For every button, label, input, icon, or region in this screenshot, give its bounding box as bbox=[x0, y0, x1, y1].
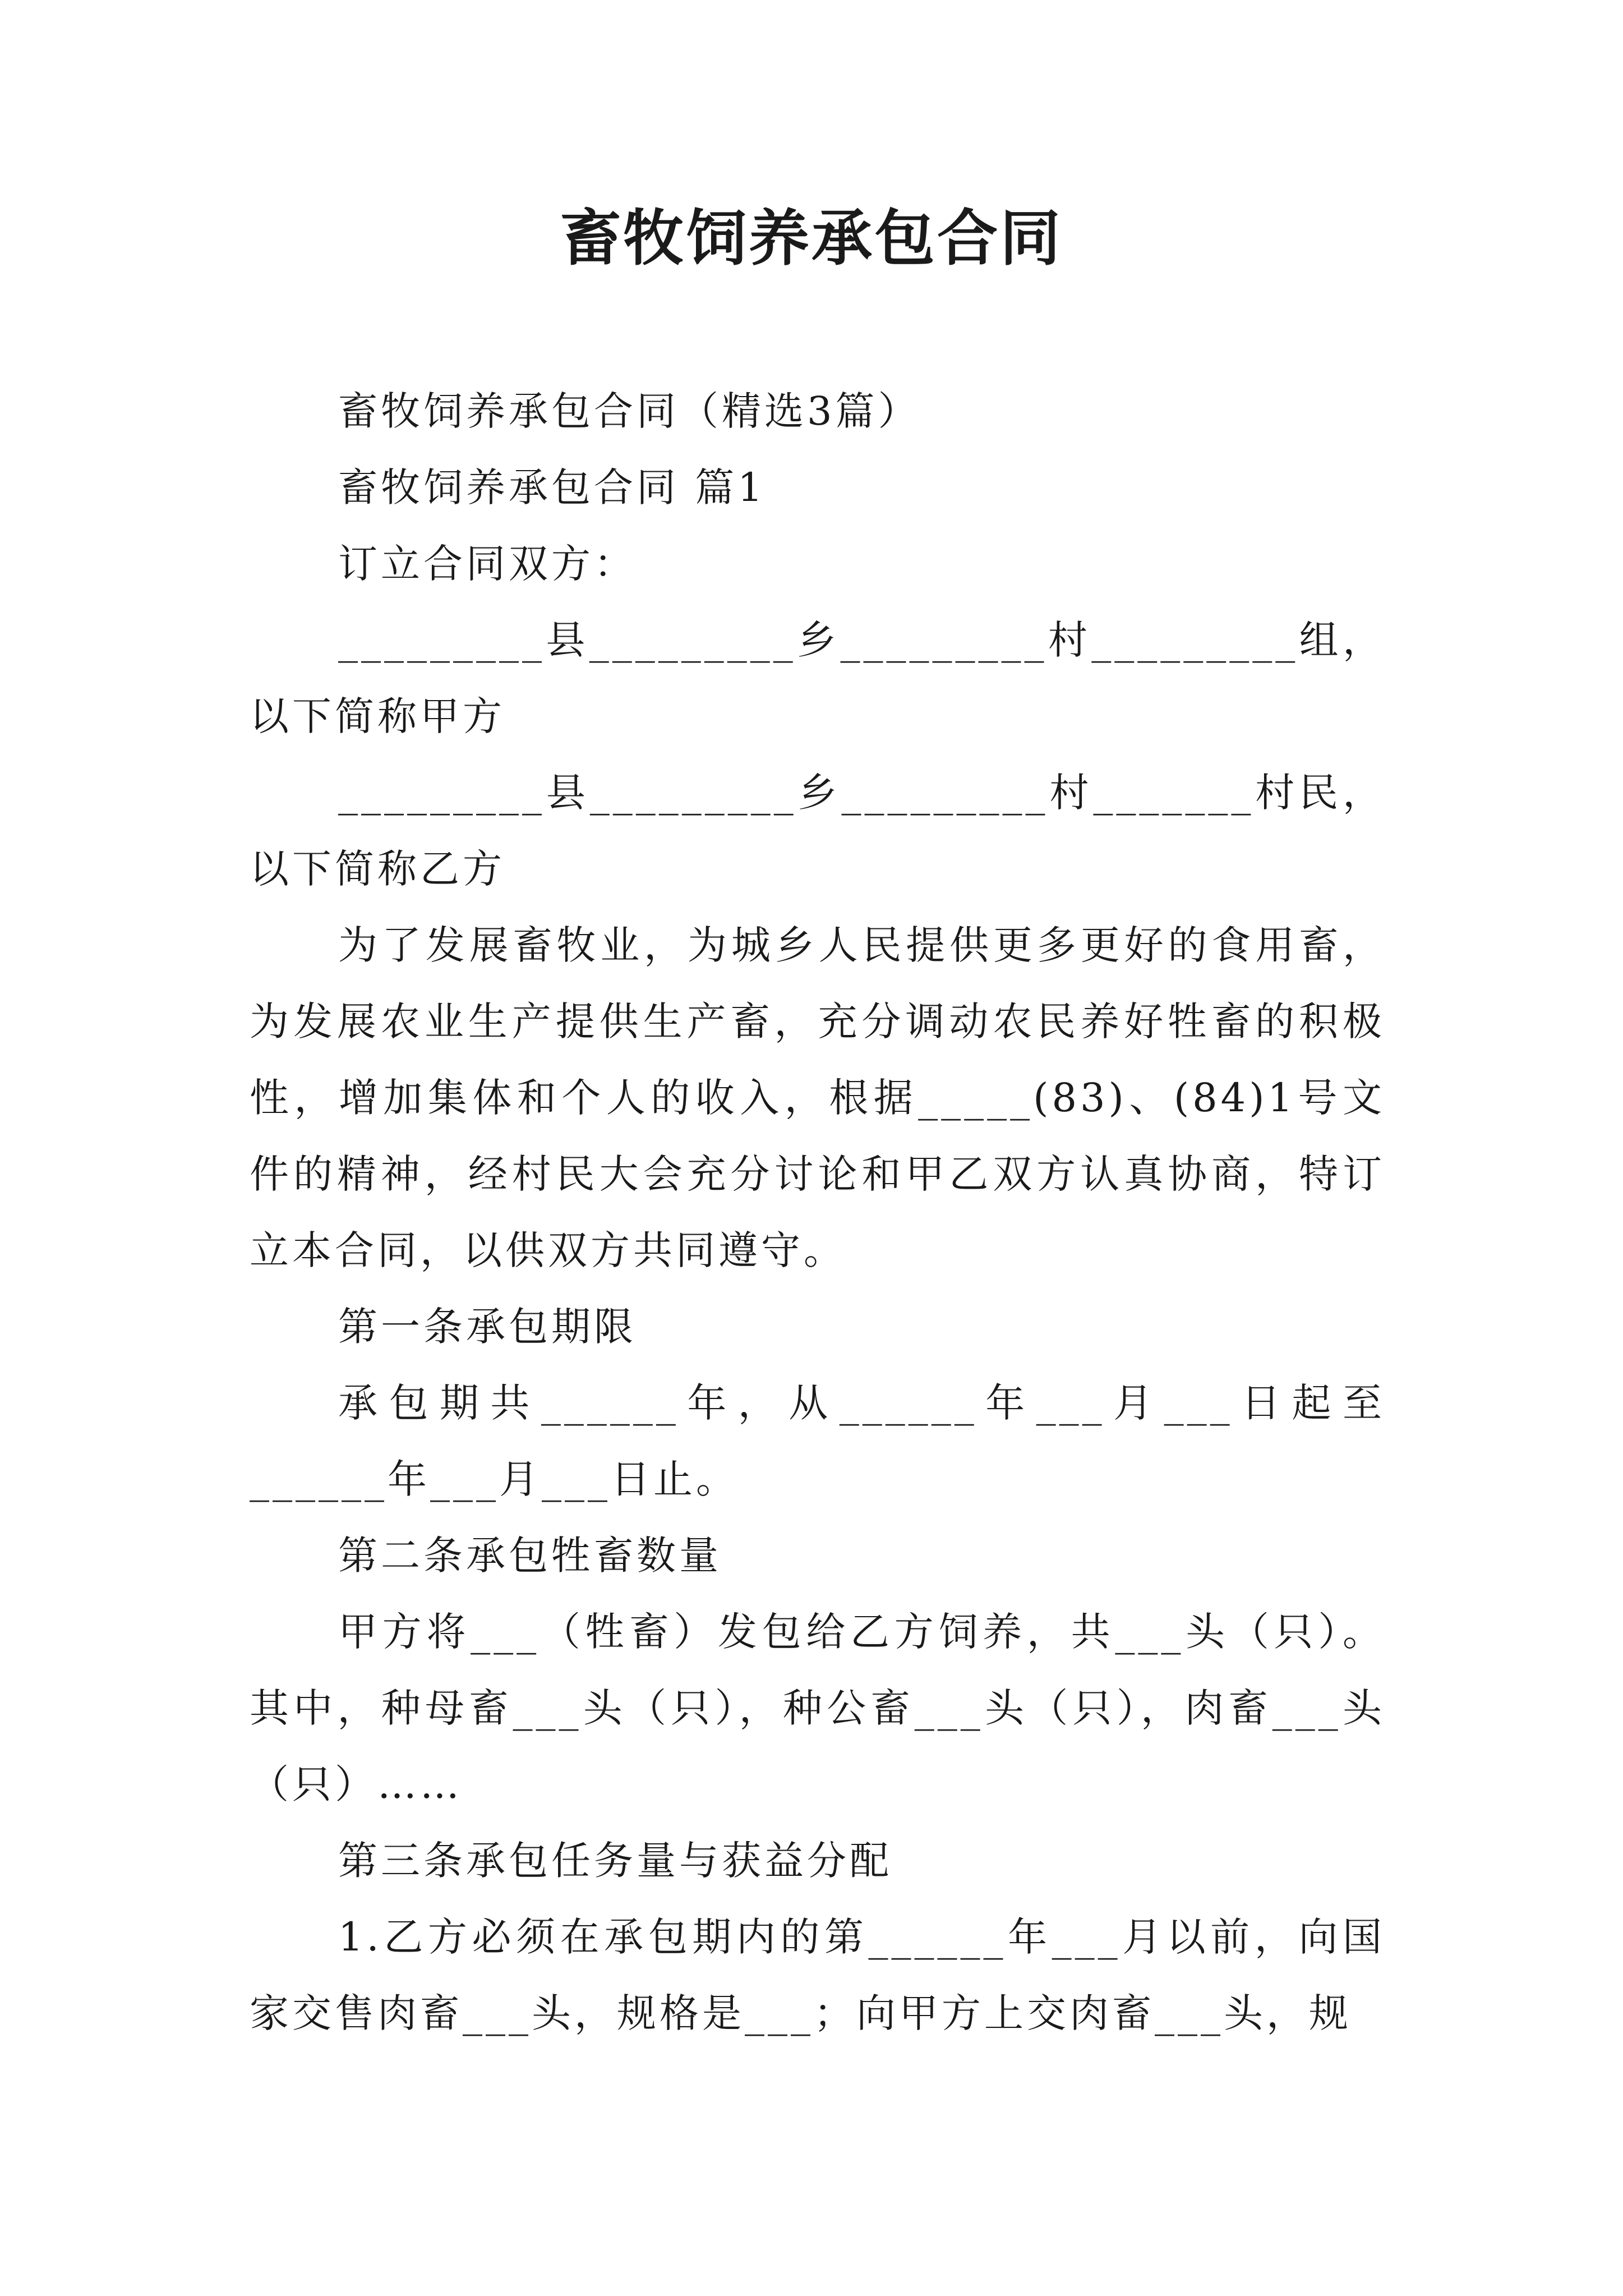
paragraph-preamble: 为了发展畜牧业，为城乡人民提供更多更好的食用畜，为发展农业生产提供生产畜，充分调动农民养好牲畜的积极性，增加集体和个人的收入，根据_____(83)、(84)1号文件的精神，经村民大会充分讨论和甲乙双方认真协商，特订立本合同，以供双方共同遵守。 bbox=[250, 922, 1385, 1273]
paragraph-article-2-body: 甲方将___（牲畜）发包给乙方饲养，共___头（只）。其中，种母畜___头（只），种公畜___头（只），肉畜___头（只）…… bbox=[250, 1609, 1385, 1807]
paragraph-section-heading: 畜牧饲养承包合同 篇1 bbox=[338, 464, 766, 510]
paragraph-party-b: _________县_________乡_________村_______村民，以下简称乙方 bbox=[250, 770, 1385, 892]
paragraph-subtitle: 畜牧饲养承包合同（精选3篇） bbox=[338, 388, 921, 434]
document-body bbox=[250, 373, 1385, 2051]
paragraph-article-1-body: 承包期共______年，从______年___月___日起至______年___月___日止。 bbox=[250, 1380, 1385, 1502]
paragraph-article-1-heading: 第一条承包期限 bbox=[338, 1304, 637, 1350]
paragraph-article-3-heading: 第三条承包任务量与获益分配 bbox=[338, 1838, 892, 1884]
paragraph-article-3-item-1: 1.乙方必须在承包期内的第______年___月以前，向国家交售肉畜___头，规格是___；向甲方上交肉畜___头，规 bbox=[250, 1914, 1385, 2036]
paragraph-article-2-heading: 第二条承包牲畜数量 bbox=[338, 1533, 722, 1579]
paragraph-party-a: _________县_________乡_________村_________组，以下简称甲方 bbox=[250, 617, 1385, 739]
document-title: 畜牧饲养承包合同 bbox=[560, 203, 1063, 274]
paragraph-parties-label: 订立合同双方： bbox=[338, 541, 637, 587]
